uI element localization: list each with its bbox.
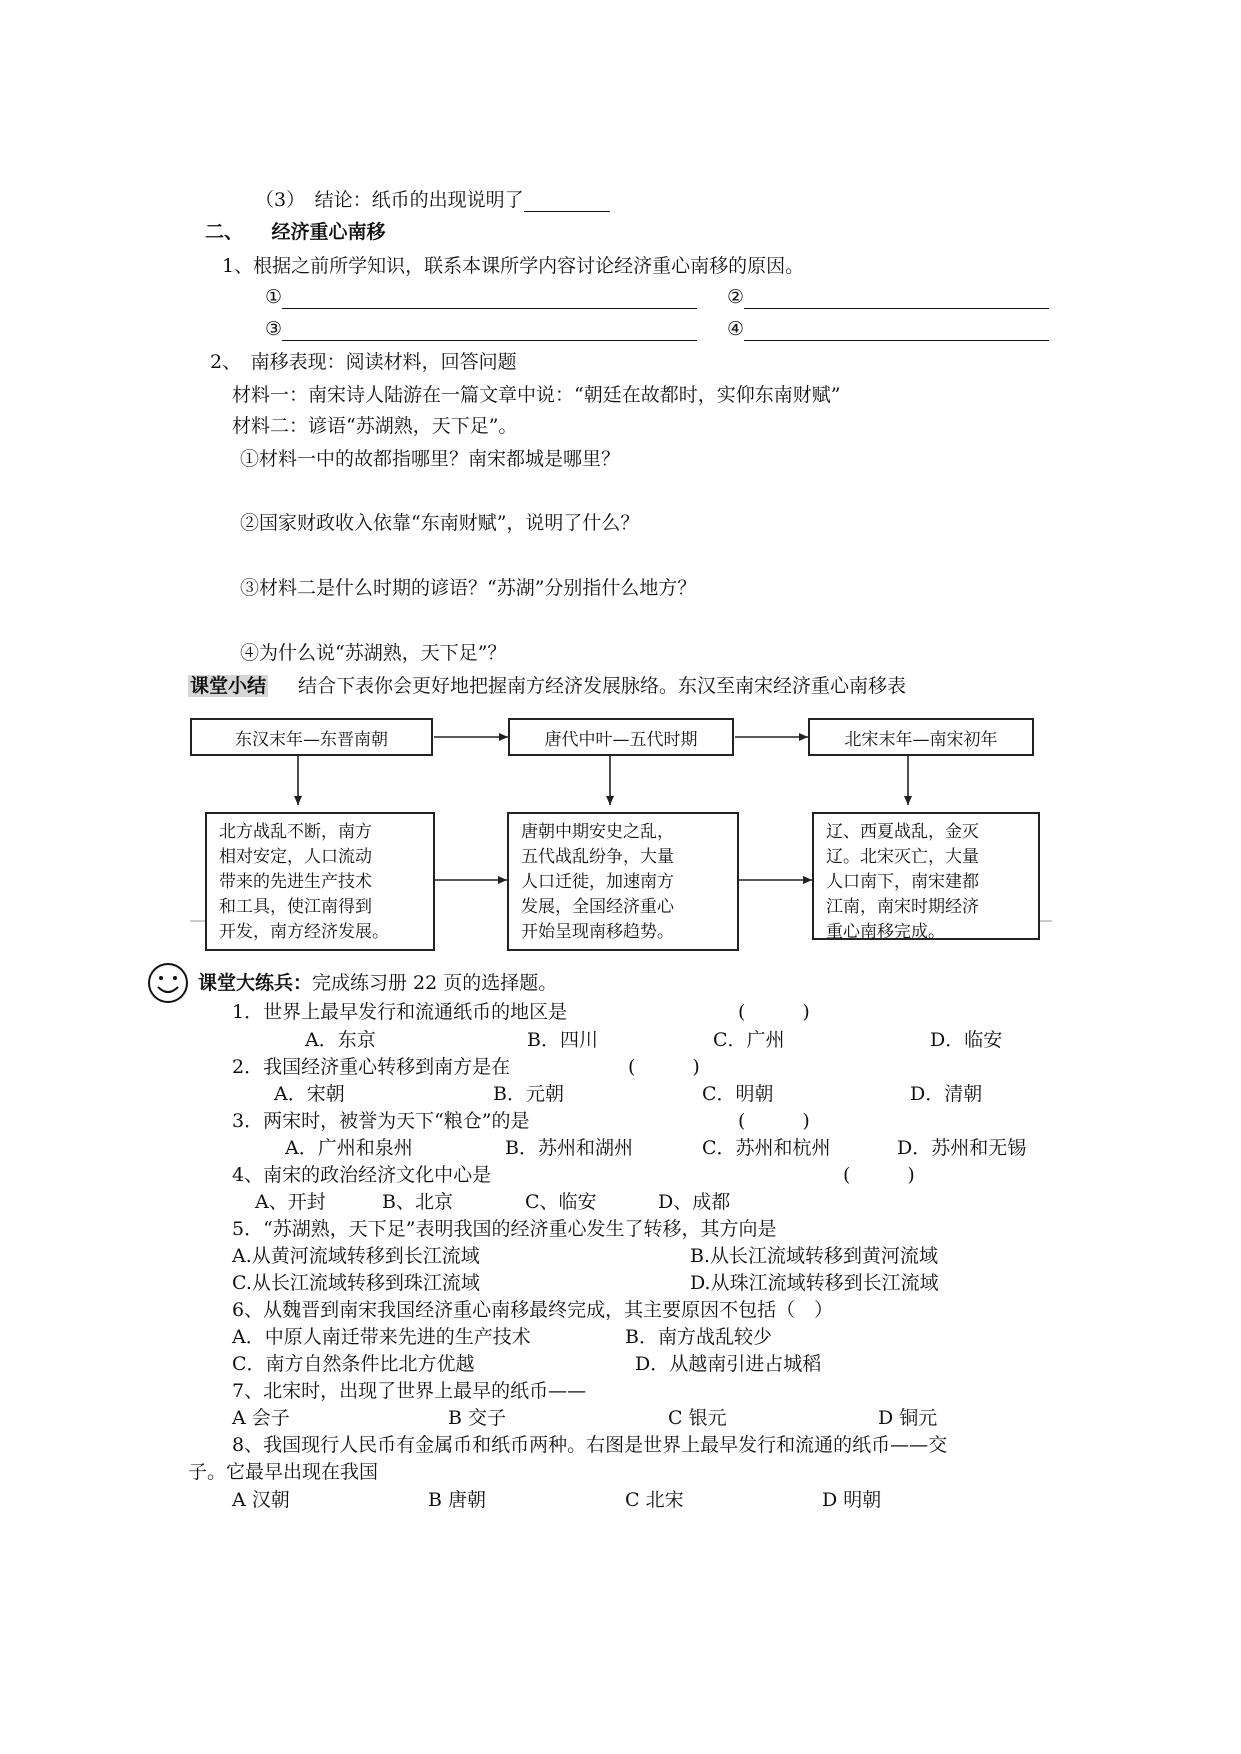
q4-option-b[interactable]: B、北京 [382,1191,453,1213]
flow-detail-line: 相对安定，人口流动 [219,847,372,867]
flow-detail-line: 开始呈现南移趋势。 [521,922,674,942]
q3-option-a[interactable]: A．广州和泉州 [285,1137,413,1159]
q8-stem-line2: 子。它最早出现在我国 [188,1461,379,1483]
q6-option-d[interactable]: D．从越南引进占城稻 [635,1353,822,1375]
flow-detail-line: 江南，南宋时期经济 [826,897,979,917]
exercise-header [198,971,557,995]
blank-label: ① [265,286,283,308]
flow-detail-line: 开发，南方经济发展。 [219,922,389,942]
q7-option-a[interactable]: A 会子 [232,1407,290,1429]
flow-detail-line: 发展，全国经济重心 [521,897,674,917]
q8-stem-line1: 8、我国现行人民币有金属币和纸币两种。右图是世界上最早发行和流通的纸币——交 [232,1434,948,1456]
q7-option-d[interactable]: D 铜元 [878,1407,938,1429]
flow-detail-line: 人口南下，南宋建都 [826,872,979,892]
question-2: 2、 南移表现：阅读材料，回答问题 [210,351,517,373]
flow-period-2 [508,718,734,756]
conclusion-text: （3） 结论：纸币的出现说明了 [255,189,524,211]
q6-stem: 6、从魏晋到南宋我国经济重心南移最终完成，其主要原因不包括（ ） [232,1299,834,1321]
summary-text: 结合下表你会更好地把握南方经济发展脉络。东汉至南宋经济重心南移表 [298,675,907,697]
q1-option-b[interactable]: B．四川 [527,1029,598,1051]
q6-option-b[interactable]: B．南方战乱较少 [625,1326,772,1348]
q4-option-d[interactable]: D、成都 [658,1191,731,1213]
q2-paren: ( ) [628,1056,700,1078]
flow-detail-2 [507,812,739,951]
flow-period-1 [190,718,433,756]
q1-option-a[interactable]: A．东京 [305,1029,376,1051]
q2-option-c[interactable]: C．明朝 [702,1083,774,1105]
blank-label: ④ [727,318,745,340]
q3-option-b[interactable]: B．苏州和湖州 [505,1137,633,1159]
flow-detail-line: 带来的先进生产技术 [219,872,372,892]
flow-detail-line: 重心南移完成。 [826,922,945,942]
q5-stem: 5．“苏湖熟，天下足”表明我国的经济重心发生了转移，其方向是 [232,1218,777,1240]
flow-period-3 [808,718,1034,756]
q2-option-d[interactable]: D．清朝 [910,1083,983,1105]
flow-detail-1 [205,812,435,951]
q2-option-a[interactable]: A．宋朝 [274,1083,345,1105]
q3-paren: ( ) [738,1110,810,1132]
section-heading: 二、 经济重心南移 [205,221,386,243]
q4-stem: 4、南宋的政治经济文化中心是 [232,1164,492,1186]
q8-option-c[interactable]: C 北宋 [625,1489,684,1511]
q4-paren: ( ) [843,1164,915,1186]
q3-option-c[interactable]: C．苏州和杭州 [702,1137,831,1159]
flow-detail-line: 和工具，使江南得到 [219,897,372,917]
q7-stem: 7、北宋时，出现了世界上最早的纸币—— [232,1380,587,1402]
flow-period-3-label: 北宋末年—南宋初年 [844,729,998,750]
flow-detail-3 [812,812,1040,940]
q3-option-d[interactable]: D．苏州和无锡 [897,1137,1027,1159]
q2-option-b[interactable]: B．元朝 [493,1083,564,1105]
q8-option-a[interactable]: A 汉朝 [232,1489,290,1511]
material-1: 材料一：南宋诗人陆游在一篇文章中说：“朝廷在故都时，实仰东南财赋” [232,384,841,406]
sub-question-1: ①材料一中的故都指哪里？南宋都城是哪里？ [240,448,621,470]
q5-option-a[interactable]: A.从黄河流域转移到长江流域 [232,1245,480,1267]
q8-option-d[interactable]: D 明朝 [822,1489,882,1511]
flow-detail-line: 辽。北宋灭亡，大量 [826,847,979,867]
q7-option-c[interactable]: C 银元 [668,1407,727,1429]
blank-label: ② [727,286,745,308]
flow-detail-line: 五代战乱纷争，大量 [521,847,674,867]
q8-option-b[interactable]: B 唐朝 [428,1489,487,1511]
flow-detail-line: 北方战乱不断，南方 [219,822,372,842]
q4-option-c[interactable]: C、临安 [525,1191,597,1213]
question-1: 1、根据之前所学知识，联系本课所学内容讨论经济重心南移的原因。 [222,255,805,277]
q5-option-c[interactable]: C.从长江流域转移到珠江流域 [232,1272,480,1294]
flow-detail-line: 辽、西夏战乱，金灭 [826,822,979,842]
exercise-label: 课堂大练兵： [198,972,313,994]
summary-label: 课堂小结 [190,675,267,697]
exercise-text: 完成练习册 22 页的选择题。 [312,972,558,994]
blank-label: ③ [265,318,283,340]
q3-stem: 3．两宋时，被誉为天下“粮仓”的是 [232,1110,530,1132]
q7-option-b[interactable]: B 交子 [448,1407,507,1429]
flow-period-2-label: 唐代中叶—五代时期 [544,729,698,750]
q5-option-b[interactable]: B.从长江流域转移到黄河流域 [690,1245,939,1267]
q1-stem: 1．世界上最早发行和流通纸币的地区是 [232,1001,568,1023]
flow-detail-line: 人口迁徙，加速南方 [521,872,674,892]
sub-question-2: ②国家财政收入依靠“东南财赋”，说明了什么？ [240,512,640,534]
material-2: 材料二：谚语“苏湖熟，天下足”。 [232,415,518,437]
q6-option-a[interactable]: A．中原人南迁带来先进的生产技术 [232,1326,531,1348]
q5-option-d[interactable]: D.从珠江流域转移到长江流域 [690,1272,939,1294]
q4-option-a[interactable]: A、开封 [255,1191,326,1213]
q1-option-c[interactable]: C．广州 [713,1029,785,1051]
flow-detail-line: 唐朝中期安史之乱， [521,822,674,842]
q1-option-d[interactable]: D．临安 [930,1029,1003,1051]
q1-paren: ( ) [738,1001,810,1023]
q6-option-c[interactable]: C．南方自然条件比北方优越 [232,1353,475,1375]
flow-period-1-label: 东汉末年—东晋南朝 [235,729,388,750]
q2-stem: 2．我国经济重心转移到南方是在 [232,1056,511,1078]
sub-question-4: ④为什么说“苏湖熟，天下足”？ [240,642,507,664]
sub-question-3: ③材料二是什么时期的谚语？“苏湖”分别指什么地方？ [240,577,697,599]
